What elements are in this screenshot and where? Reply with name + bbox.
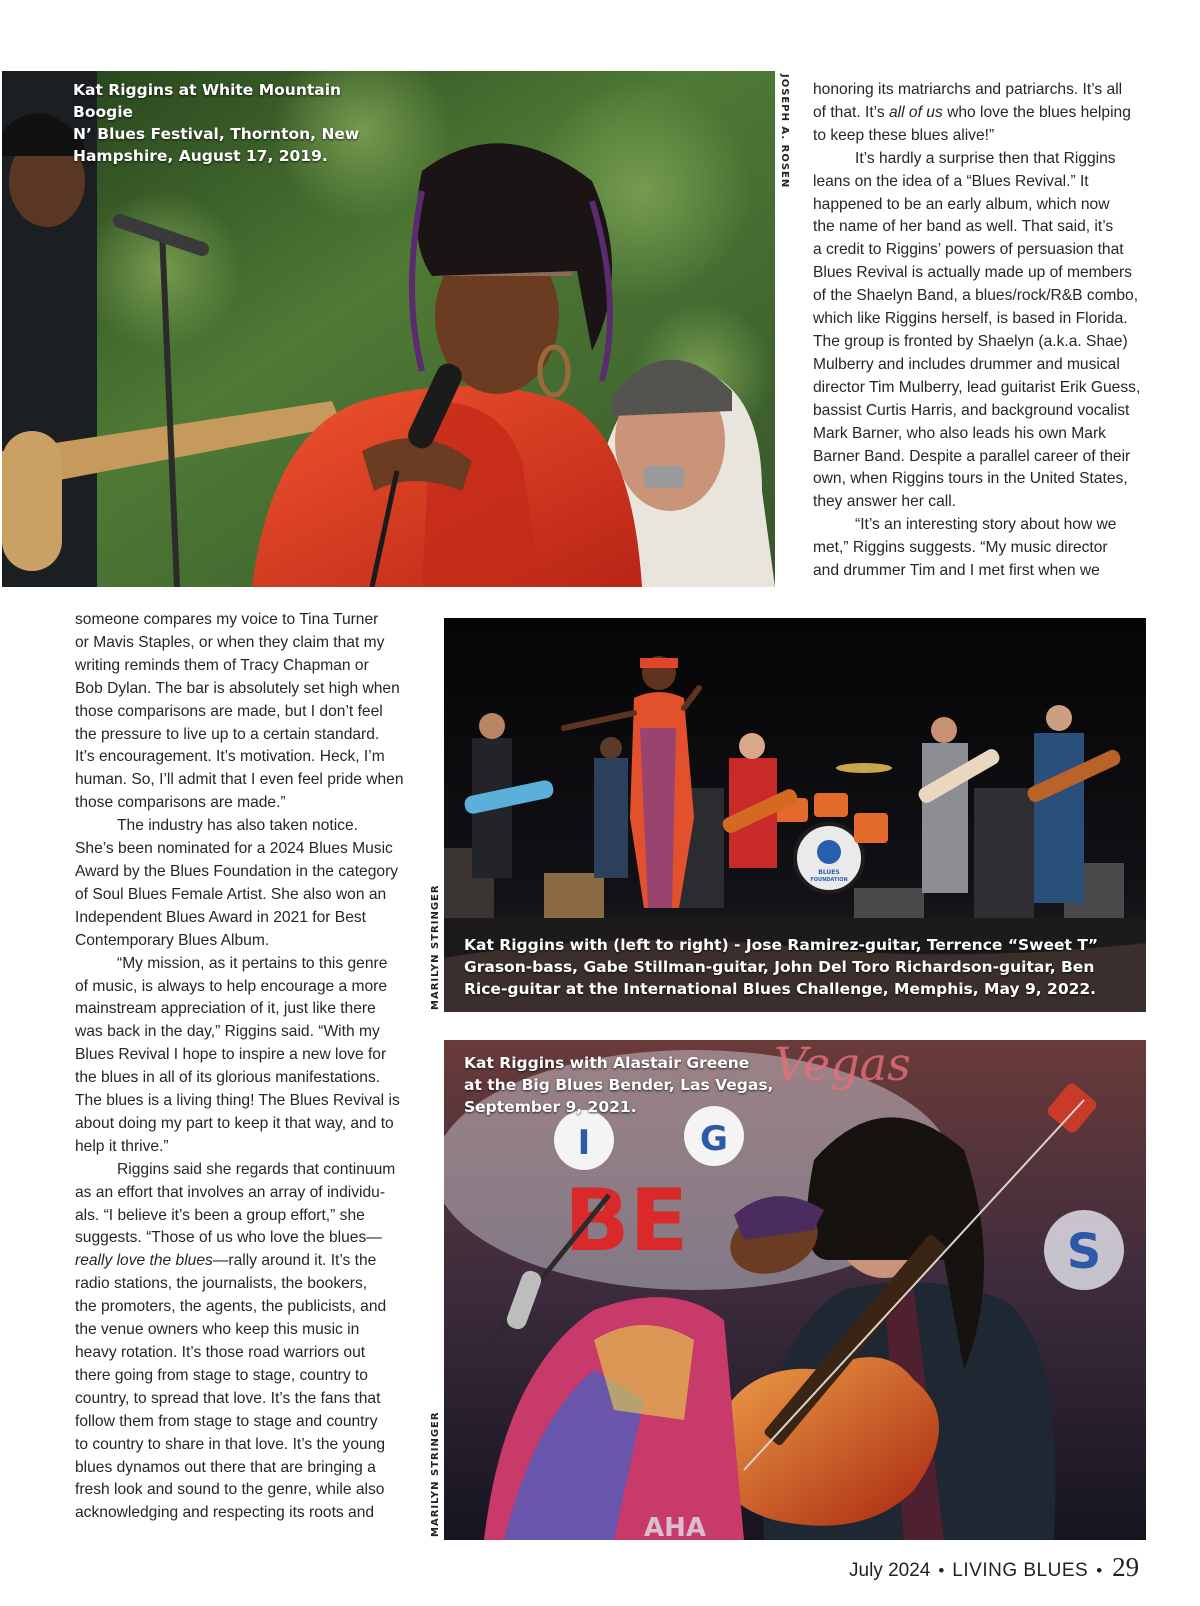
caption-line: at the Big Blues Bender, Las Vegas, bbox=[464, 1076, 774, 1094]
caption-line: Kat Riggins at White Mountain Boogie bbox=[73, 81, 342, 121]
caption-line: September 9, 2021. bbox=[464, 1098, 637, 1116]
text-line: radio stations, the journalists, the bookers, bbox=[75, 1275, 368, 1293]
text-line: director Tim Mulberry, lead guitarist Erik Guess, bbox=[813, 378, 1141, 396]
text-line: someone compares my voice to Tina Turner bbox=[75, 611, 379, 628]
caption-line: Rice-guitar at the International Blues Challenge, Memphis, May 9, 2022. bbox=[464, 980, 1097, 998]
photo-bottom-duet bbox=[444, 1040, 1146, 1540]
text-line: Barner Band. Despite a parallel career of their bbox=[813, 447, 1131, 465]
text-line: Independent Blues Award in 2021 for Best bbox=[75, 908, 367, 926]
text-line: als. “I believe it’s been a group effort,” she bbox=[75, 1206, 365, 1224]
text-line: acknowledging and respecting its roots and bbox=[75, 1504, 375, 1522]
text-line: as an effort that involves an array of individu- bbox=[75, 1183, 386, 1201]
sign-text: Vegas bbox=[774, 1040, 911, 1091]
caption-line: Kat Riggins with Alastair Greene bbox=[464, 1054, 750, 1072]
bullet-separator: • bbox=[938, 1561, 945, 1580]
text-line: of the Shaelyn Band, a blues/rock/R&B combo, bbox=[813, 287, 1139, 305]
text-line: help it thrive.” bbox=[75, 1137, 169, 1155]
text-line: Blues Revival is actually made up of members bbox=[813, 264, 1132, 282]
text-line: met,” Riggins suggests. “My music director bbox=[813, 539, 1108, 557]
text-line: “It’s an interesting story about how we bbox=[855, 516, 1117, 534]
text-line: there going from stage to stage, country to bbox=[75, 1366, 368, 1384]
text-line: human. So, I’ll admit that I even feel pride when bbox=[75, 771, 404, 789]
text-line: writing reminds them of Tracy Chapman or bbox=[75, 656, 369, 674]
caption-line: Kat Riggins with (left to right) - Jose Ramirez-guitar, Terrence “Sweet T” bbox=[464, 936, 1099, 954]
photo-middle-credit: MARILYN STRINGER bbox=[430, 884, 441, 1010]
text-line: country, to spread that love. It’s the fans that bbox=[75, 1389, 381, 1407]
text-line: to keep these blues alive!” bbox=[813, 126, 995, 144]
text-line: mainstream appreciation of it, just like there bbox=[75, 1000, 376, 1018]
issue-date: July 2024 bbox=[849, 1560, 931, 1581]
text-line: those comparisons are made.” bbox=[75, 794, 286, 812]
drum-brand-text: AHA bbox=[644, 1513, 707, 1540]
text-segment: who love the blues helping bbox=[942, 103, 1131, 121]
sign-text: I bbox=[577, 1123, 591, 1163]
photo-bottom-caption bbox=[464, 1052, 804, 1118]
text-line: to country to share in that love. It’s the young bbox=[75, 1435, 386, 1453]
emphasis-text: really love the blues bbox=[75, 1252, 213, 1270]
text-line: “My mission, as it pertains to this genre bbox=[117, 954, 388, 972]
kick-drum-text: BLUES bbox=[818, 869, 840, 876]
text-line: about doing my part to keep it that way, and to bbox=[75, 1114, 394, 1132]
text-line: follow them from stage to stage and country bbox=[75, 1412, 378, 1430]
article-text-right-column bbox=[813, 79, 1153, 583]
text-line: those comparisons are made, but I don’t feel bbox=[75, 702, 383, 720]
text-line: the name of her band as well. That said, it’s bbox=[813, 218, 1114, 236]
text-line: Bob Dylan. The bar is absolutely set high when bbox=[75, 679, 400, 697]
magazine-name: LIVING BLUES bbox=[952, 1560, 1089, 1581]
photo-top-festival bbox=[2, 71, 775, 587]
text-line: The blues is a living thing! The Blues Revival is bbox=[75, 1092, 400, 1110]
emphasis-text: all of us bbox=[889, 103, 943, 121]
text-line: It’s hardly a surprise then that Riggins bbox=[855, 149, 1116, 167]
text-line bbox=[813, 102, 1153, 125]
text-line: and drummer Tim and I met first when we bbox=[813, 562, 1100, 580]
text-line: Mulberry and includes drummer and musical bbox=[813, 355, 1120, 373]
text-line: the promoters, the agents, the publicists, and bbox=[75, 1298, 387, 1316]
photo-top-credit: JOSEPH A. ROSEN bbox=[779, 74, 790, 189]
text-line: heavy rotation. It’s those road warriors out bbox=[75, 1344, 366, 1361]
text-line: which like Riggins herself, is based in Florida. bbox=[813, 310, 1128, 328]
text-line: Award by the Blues Foundation in the category bbox=[75, 862, 399, 880]
photo-top-caption bbox=[73, 79, 393, 167]
text-line: fresh look and sound to the genre, while also bbox=[75, 1481, 385, 1499]
caption-line: Grason-bass, Gabe Stillman-guitar, John Del Toro Richardson-guitar, Ben bbox=[464, 958, 1095, 976]
text-line: Mark Barner, who also leads his own Mark bbox=[813, 424, 1106, 442]
photo-middle-band bbox=[444, 618, 1146, 1012]
text-line: bassist Curtis Harris, and background vocalist bbox=[813, 401, 1130, 419]
text-segment: of that. It’s bbox=[813, 103, 889, 121]
text-line: She’s been nominated for a 2024 Blues Music bbox=[75, 840, 393, 858]
text-line: a credit to Riggins’ powers of persuasion that bbox=[813, 241, 1124, 259]
text-line: The group is fronted by Shaelyn (a.k.a. Shae) bbox=[813, 332, 1128, 350]
text-line: leans on the idea of a “Blues Revival.” It bbox=[813, 172, 1089, 190]
bullet-separator: • bbox=[1096, 1561, 1103, 1580]
kick-drum-text: FOUNDATION bbox=[810, 877, 848, 883]
text-line: was back in the day,” Riggins said. “With my bbox=[75, 1023, 380, 1041]
text-line: Riggins said she regards that continuum bbox=[117, 1160, 396, 1178]
text-line: blues dynamos out there that are bringing a bbox=[75, 1458, 376, 1476]
text-segment: —rally around it. It’s the bbox=[212, 1252, 377, 1270]
article-text-left-column bbox=[75, 609, 415, 1525]
text-line: or Mavis Staples, or when they claim that my bbox=[75, 633, 385, 651]
text-line: honoring its matriarchs and patriarchs. It’s all bbox=[813, 81, 1123, 98]
text-line: the pressure to live up to a certain standard. bbox=[75, 725, 380, 743]
text-line bbox=[75, 1250, 415, 1273]
text-line: Contemporary Blues Album. bbox=[75, 931, 270, 949]
text-line: of music, is always to help encourage a more bbox=[75, 977, 388, 995]
text-line: they answer her call. bbox=[813, 493, 957, 511]
text-line: The industry has also taken notice. bbox=[117, 817, 358, 835]
sign-text: BE bbox=[564, 1171, 689, 1271]
photo-middle-caption bbox=[464, 934, 1124, 1000]
page-number: 29 bbox=[1112, 1552, 1140, 1582]
caption-line: Hampshire, August 17, 2019. bbox=[73, 147, 328, 165]
photo-bottom-credit: MARILYN STRINGER bbox=[430, 1411, 441, 1537]
text-line: the venue owners who keep this music in bbox=[75, 1321, 360, 1339]
text-line: of Soul Blues Female Artist. She also won an bbox=[75, 885, 387, 903]
sign-text: G bbox=[700, 1119, 728, 1159]
text-line: the blues in all of its glorious manifestations. bbox=[75, 1069, 381, 1087]
text-line: It’s encouragement. It’s motivation. Heck, I’m bbox=[75, 748, 385, 766]
sign-text: S bbox=[1066, 1224, 1102, 1280]
text-line: Blues Revival I hope to inspire a new love for bbox=[75, 1046, 387, 1064]
text-line: happened to be an early album, which now bbox=[813, 195, 1110, 213]
caption-line: N’ Blues Festival, Thornton, New bbox=[73, 125, 360, 143]
page-footer bbox=[849, 1552, 1139, 1583]
text-line: suggests. “Those of us who love the blues— bbox=[75, 1229, 382, 1247]
text-line: own, when Riggins tours in the United States, bbox=[813, 470, 1128, 488]
